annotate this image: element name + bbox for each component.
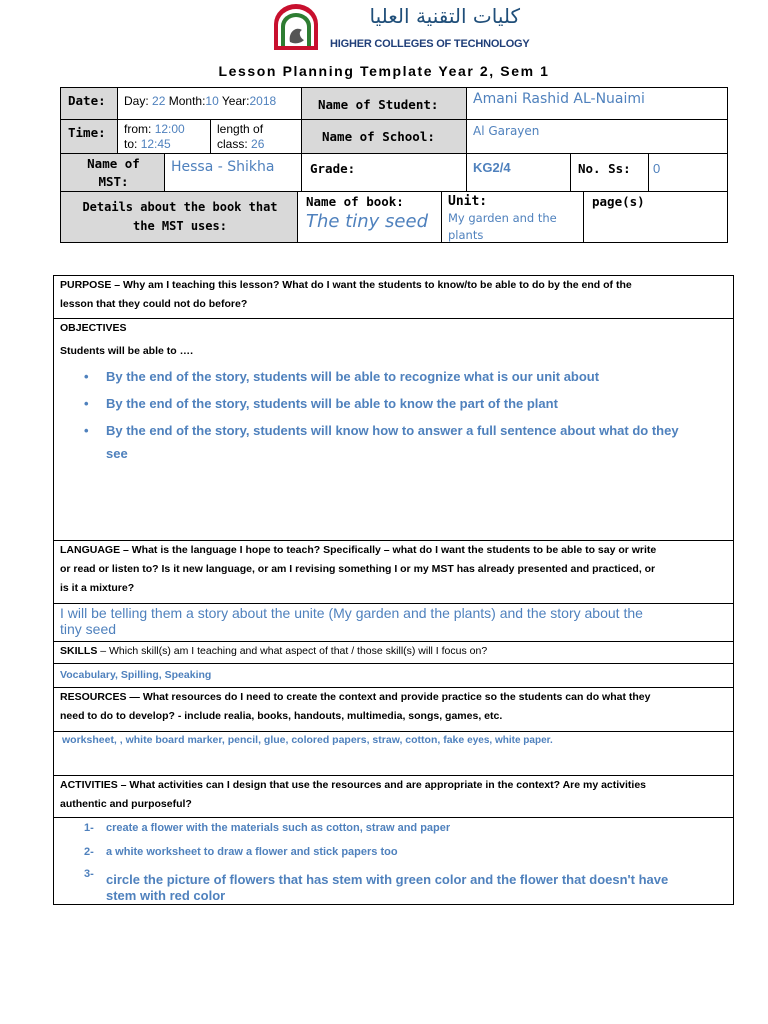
grade-label-cell [301,153,467,192]
unit-cell [441,191,584,243]
month-label: Month: [168,94,206,108]
resources-answer: worksheet, , white board marker, pencil, glue, colored papers, straw, cotton, fake [62,734,468,746]
college-logo [270,2,530,52]
month-value: 10 [205,94,219,108]
details-label-cell [60,191,298,243]
student-label-cell [301,87,467,120]
resources-answer-end: eyes, white paper. [467,735,553,746]
from-value: 12:00 [154,122,185,136]
resources-line1: RESOURCES — What resources do I need to create the context and provide practice so the students can do what they [60,691,651,703]
logo-arabic-text: كليات التقنية العليا [369,4,520,28]
bullet-icon: • [84,369,89,384]
school-label-cell [301,119,467,154]
activity-number: 1- [84,822,94,834]
skills-answer-row [53,664,734,688]
activity-number: 3- [84,868,94,880]
logo-english-text: HIGHER COLLEGES OF TECHNOLOGY [330,38,530,50]
objectives-intro: Students will be able to …. [60,345,194,357]
details-label-line2: the MST uses: [133,219,227,233]
skills-row [53,642,734,664]
date-value-cell [117,87,302,120]
unit-value-line1: My garden and the [448,211,557,225]
language-row [53,541,734,604]
activities-list-row [53,818,734,905]
book-cell [297,191,442,243]
mst-value: Hessa - Shikha [171,159,275,175]
mst-value-cell [164,153,302,192]
page-title: Lesson Planning Template Year 2, Sem 1 [218,63,550,79]
time-label-cell [60,119,118,154]
ss-value-cell [648,153,728,192]
mst-label-line2: MST: [98,174,129,189]
to-value: 12:45 [140,137,171,151]
grade-value-cell [466,153,571,192]
date-label-cell [60,87,118,120]
skills-question: – Which skill(s) am I teaching and what aspect of that / those skill(s) will I focus on? [97,645,488,657]
resources-row [53,688,734,732]
grade-value: KG2/4 [473,160,511,175]
skills-answer: Vocabulary, Spilling, Speaking [60,669,212,681]
year-value: 2018 [249,94,277,108]
objectives-row [53,319,734,541]
school-value-cell [466,119,728,154]
language-line2: or read or listen to? Is it new language, or am I revising something I or my MST has already presented and practiced, or [60,563,656,575]
year-label: Year: [221,94,250,108]
bullet-icon: • [84,396,89,411]
objective-item: • By the end of the story, students will be able to know the part of the plant [106,392,726,415]
language-line1: LANGUAGE – What is the language I hope to teach? Specifically – what do I want the students to be able to say or write [60,544,657,556]
mst-label-line1: Name of [87,156,140,171]
school-label: Name of School: [322,129,435,144]
day-value: 22 [152,94,166,108]
purpose-line2: lesson that they could not do before? [60,298,248,310]
time-from-cell [117,119,211,154]
activity-text-line1: circle the picture of flowers that has stem with green color and the flower that doesn't have [106,872,669,887]
skills-label: SKILLS [60,645,98,657]
day-label: Day: [124,94,149,108]
to-label: to: [124,137,138,151]
activity-text: create a flower with the materials such as cotton, straw and paper [106,822,451,834]
objective-item: • By the end of the story, students will be able to recognize what is our unit about [106,365,726,388]
purpose-line1: PURPOSE – Why am I teaching this lesson? What do I want the students to know/to be able to do by the end of the [60,279,632,291]
language-answer-line2: tiny seed [60,621,117,637]
book-value: The tiny seed [306,211,428,232]
bullet-icon: • [84,423,89,438]
details-label-line1: Details about the book that [82,200,278,214]
pages-label: page(s) [592,194,645,209]
resources-line2: need to do to develop? - include realia, books, handouts, multimedia, songs, games, etc. [60,710,503,722]
student-value: Amani Rashid AL-Nuaimi [473,91,645,107]
activities-row [53,776,734,818]
activities-line2: authentic and purposeful? [60,798,192,810]
date-label: Date: [68,93,106,108]
objectives-heading: OBJECTIVES [60,322,127,334]
class-value: 26 [251,137,265,151]
purpose-row [53,275,734,319]
length-label: length of [217,122,264,136]
language-line3: is it a mixture? [60,582,135,594]
language-answer-row [53,604,734,642]
from-label: from: [124,122,152,136]
resources-answer-row [53,732,734,776]
unit-value-line2: plants [448,228,484,242]
class-length-cell [210,119,302,154]
activity-text [106,872,668,904]
unit-label: Unit: [448,194,488,209]
ss-label: No. Ss: [578,161,631,176]
activities-line1: ACTIVITIES – What activities can I design that use the resources and are appropriate in the context? Are my activities [60,779,647,791]
school-value: Al Garayen [473,124,540,138]
book-label: Name of book: [306,194,404,209]
activity-text: a white worksheet to draw a flower and stick papers too [106,846,398,858]
time-label: Time: [68,125,106,140]
grade-label: Grade: [310,161,356,176]
class-label: class: [217,137,248,151]
ss-label-cell [570,153,649,192]
college-emblem-icon [270,2,322,52]
pages-cell [583,191,728,243]
objective-item-continued: see [106,446,128,461]
activity-number: 2- [84,846,94,858]
student-label: Name of Student: [318,97,439,112]
objective-item: • By the end of the story, students will know how to answer a full sentence about what do they [106,419,726,442]
language-answer-line1: I will be telling them a story about the unite (My garden and the plants) and the story about the [60,605,643,621]
student-value-cell [466,87,728,120]
activity-text-line2: stem with red color [106,888,226,903]
ss-value: 0 [653,161,661,176]
mst-label-cell [60,153,165,192]
